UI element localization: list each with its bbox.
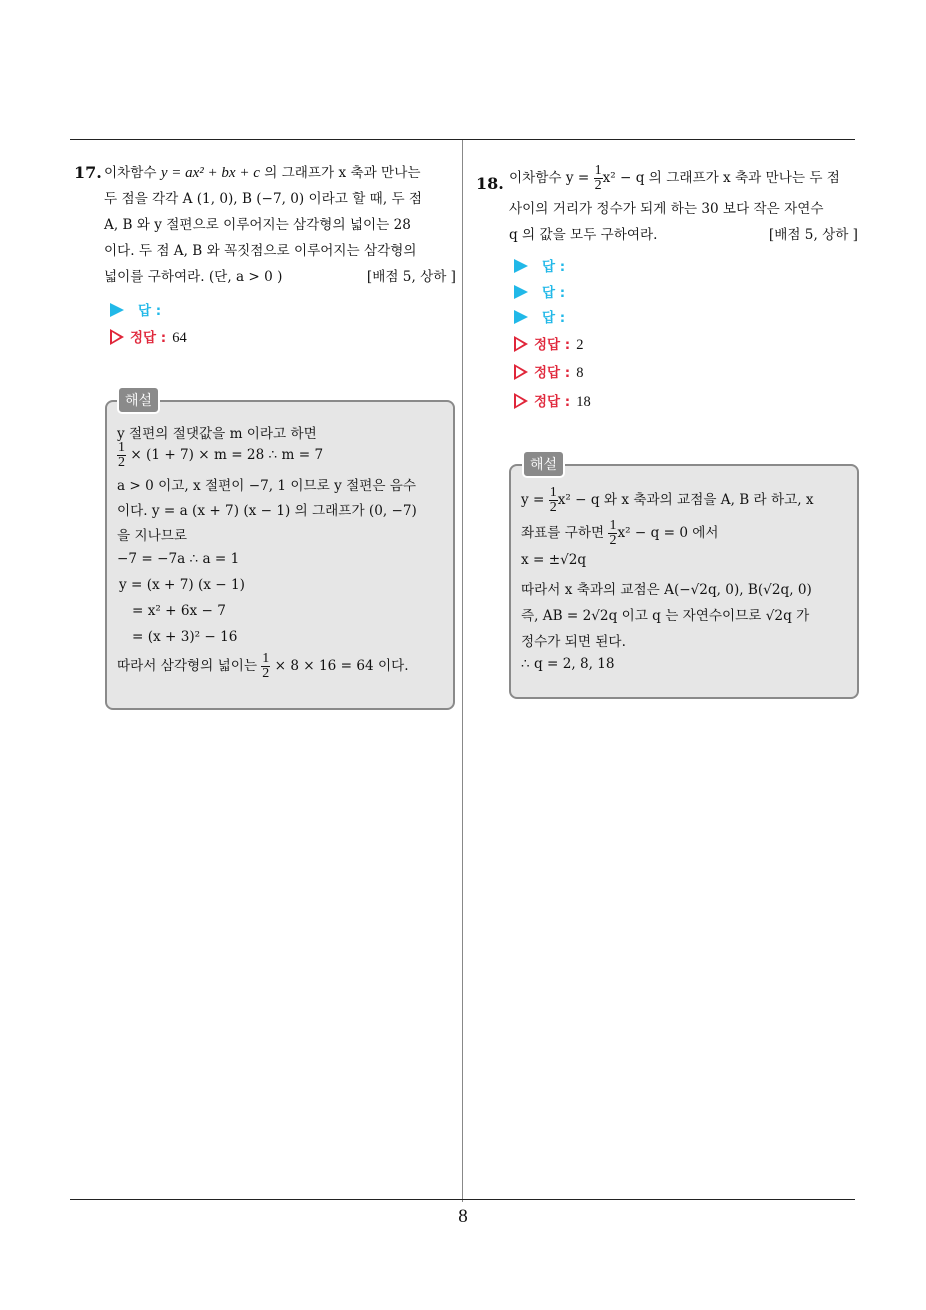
problem-line: 넓이를 구하여라. (단, a > 0 ) [배점 5, 상하 ] bbox=[104, 264, 456, 290]
outline-triangle-icon bbox=[514, 393, 528, 409]
problem-line: A, B 와 y 절편으로 이루어지는 삼각형의 넓이는 28 bbox=[104, 217, 411, 233]
solution-tag: 해설 bbox=[117, 386, 160, 414]
answer-line: 답 : bbox=[514, 306, 565, 326]
answer-line: 답 : bbox=[514, 281, 565, 301]
correct-answer: 정답 : 18 bbox=[514, 390, 591, 411]
triangle-icon bbox=[514, 285, 528, 299]
problem-line: 사이의 거리가 정수가 되게 하는 30 보다 작은 자연수 bbox=[509, 201, 824, 217]
problem-number: 18. bbox=[476, 174, 504, 193]
triangle-icon bbox=[514, 310, 528, 324]
problem-line: q 의 값을 모두 구하여라. [배점 5, 상하 ] bbox=[509, 222, 858, 248]
problem-text bbox=[509, 164, 858, 248]
answer-line: 답 : bbox=[514, 255, 565, 275]
correct-answer: 정답 : 64 bbox=[110, 326, 187, 347]
problem-line: 두 점을 각각 A (1, 0), B (−7, 0) 이라고 할 때, 두 점 bbox=[104, 191, 423, 207]
problem-line: 이차함수 y = ax² + bx + c 의 그래프가 x 축과 만나는 bbox=[104, 165, 421, 181]
triangle-icon bbox=[514, 259, 528, 273]
correct-answer: 정답 : 8 bbox=[514, 361, 583, 382]
solution-tag: 해설 bbox=[522, 450, 565, 478]
column-divider bbox=[462, 140, 463, 1202]
score-meta: [배점 5, 상하 ] bbox=[366, 269, 456, 285]
answer-line: 답 : bbox=[110, 299, 161, 319]
bottom-rule bbox=[70, 1199, 855, 1200]
outline-triangle-icon bbox=[514, 336, 528, 352]
problem-text bbox=[104, 160, 456, 290]
page-number: 8 bbox=[458, 1206, 468, 1227]
correct-answer: 정답 : 2 bbox=[514, 333, 583, 354]
problem-line: 이차함수 y = $\frac{1}{2}$ x² − q 의 그래프가 x 축과 만나는 두 점 bbox=[509, 163, 840, 193]
outline-triangle-icon bbox=[110, 329, 124, 345]
problem-number: 17. bbox=[74, 163, 102, 182]
score-meta: [배점 5, 상하 ] bbox=[768, 227, 858, 243]
problem-line: 이다. 두 점 A, B 와 꼭짓점으로 이루어지는 삼각형의 bbox=[104, 243, 417, 259]
triangle-icon bbox=[110, 303, 124, 317]
outline-triangle-icon bbox=[514, 364, 528, 380]
